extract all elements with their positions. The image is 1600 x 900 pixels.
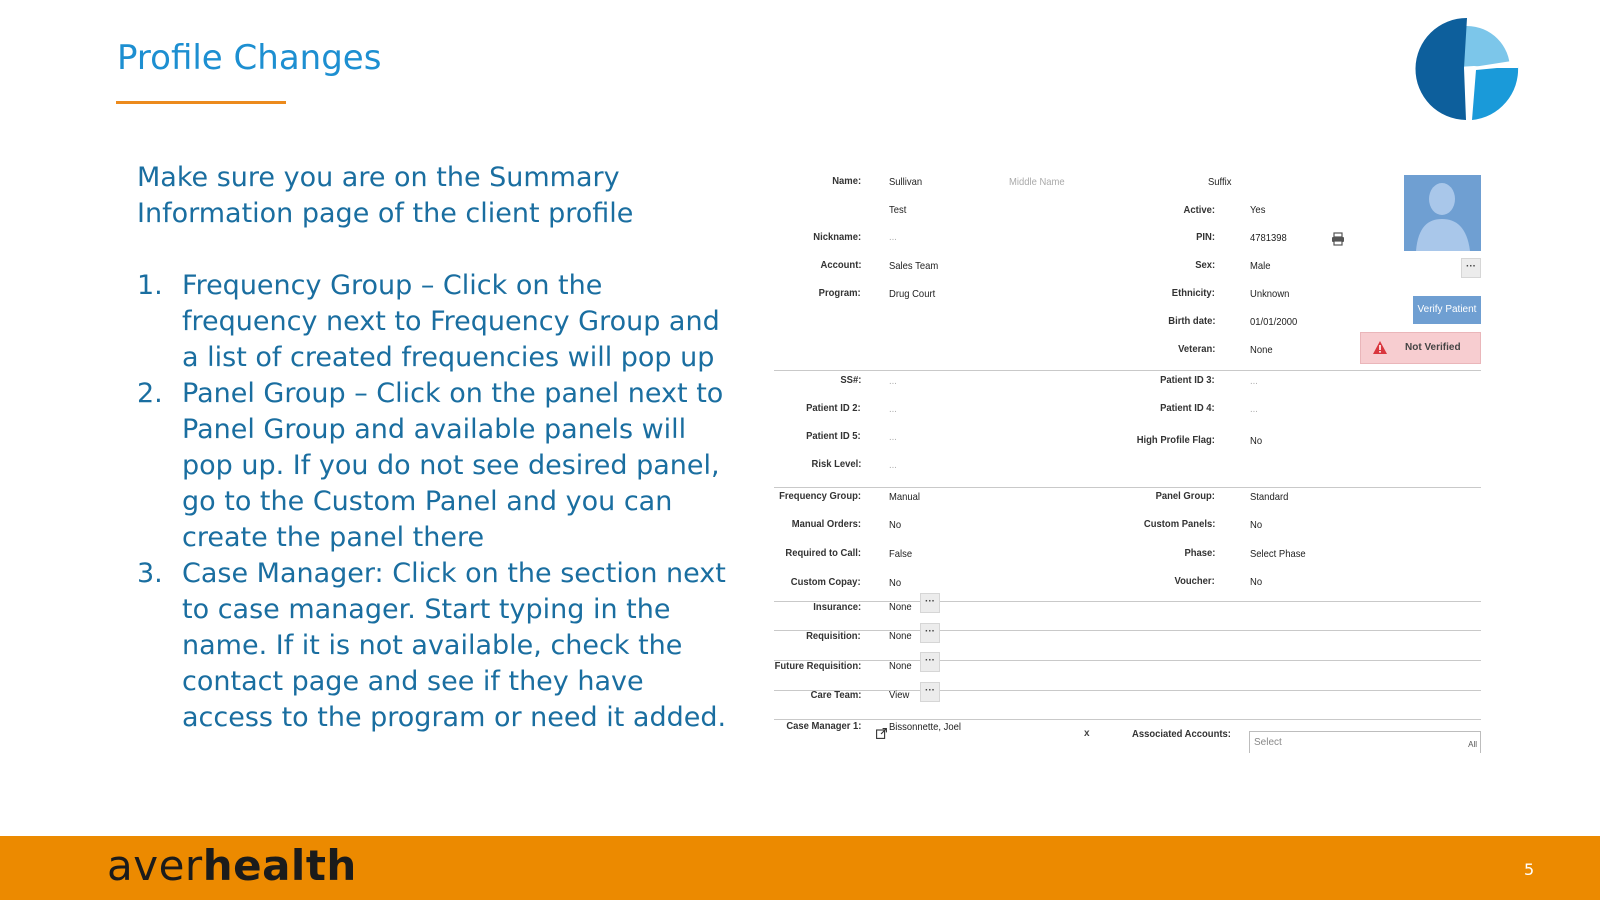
account-label: Account:: [820, 259, 861, 271]
sex-label: Sex:: [1195, 259, 1215, 271]
requisition-value: None: [889, 630, 912, 642]
active-value[interactable]: Yes: [1250, 204, 1266, 216]
panel-group-label: Panel Group:: [1155, 490, 1215, 502]
patient-id4-label: Patient ID 4:: [1160, 402, 1215, 414]
case-manager-value[interactable]: Bissonnette, Joel: [889, 721, 961, 733]
middle-name-field[interactable]: Middle Name: [1009, 176, 1065, 188]
step-text: Frequency Group – Click on the frequency next to Frequency Group and a list of created frequencies will pop up: [182, 270, 720, 373]
warning-icon: [1373, 341, 1387, 354]
risk-level-value[interactable]: ...: [889, 459, 897, 471]
risk-level-label: Risk Level:: [811, 458, 861, 470]
patient-id3-label: Patient ID 3:: [1160, 374, 1215, 386]
manual-orders-label: Manual Orders:: [791, 518, 861, 530]
suffix-field[interactable]: Suffix: [1208, 176, 1232, 188]
divider: [774, 660, 1481, 661]
associated-accounts-placeholder: Select: [1254, 737, 1282, 748]
high-profile-value[interactable]: No: [1250, 435, 1263, 447]
manual-orders-value[interactable]: No: [889, 519, 902, 531]
verify-patient-button[interactable]: Verify Patient: [1413, 296, 1481, 324]
ethnicity-label: Ethnicity:: [1171, 287, 1215, 299]
program-label: Program:: [818, 287, 861, 299]
insurance-label: Insurance:: [813, 601, 861, 613]
printer-icon[interactable]: [1331, 232, 1345, 246]
voucher-label: Voucher:: [1174, 575, 1215, 587]
insurance-value: None: [889, 601, 912, 613]
high-profile-label: High Profile Flag:: [1136, 434, 1215, 446]
frequency-group-label: Frequency Group:: [779, 490, 861, 502]
custom-copay-label: Custom Copay:: [791, 576, 861, 588]
divider: [774, 690, 1481, 691]
frequency-group-value[interactable]: Manual: [889, 491, 921, 503]
divider: [774, 719, 1481, 720]
step-text: Case Manager: Click on the section next to case manager. Start typing in the name. If it is not available, check the contact page and see if they have access to the program or need it added.: [182, 558, 727, 733]
care-team-label: Care Team:: [810, 689, 861, 701]
step-number: 2.: [137, 378, 163, 409]
nickname-value[interactable]: ...: [889, 231, 897, 243]
birthdate-value[interactable]: 01/01/2000: [1250, 316, 1298, 328]
patient-id2-value[interactable]: ...: [889, 403, 897, 415]
last-name-field[interactable]: Sullivan: [889, 176, 923, 188]
step-number: 1.: [137, 270, 163, 301]
brand-bold: health: [202, 841, 357, 890]
ssn-value[interactable]: ...: [889, 375, 897, 387]
step-number: 3.: [137, 558, 163, 589]
name-label: Name:: [832, 175, 861, 187]
page-title: Profile Changes: [117, 38, 382, 78]
brand-light: aver: [107, 841, 203, 890]
requisition-edit-button[interactable]: ···: [920, 623, 940, 643]
care-team-value[interactable]: View: [889, 689, 910, 701]
patient-id2-label: Patient ID 2:: [806, 402, 861, 414]
divider: [774, 630, 1481, 631]
pin-label: PIN:: [1196, 231, 1215, 243]
not-verified-text: Not Verified: [1405, 342, 1461, 353]
sex-value[interactable]: Male: [1250, 260, 1271, 272]
panel-group-value[interactable]: Standard: [1250, 491, 1289, 503]
future-requisition-edit-button[interactable]: ···: [920, 652, 940, 672]
averhealth-logo-icon: [1414, 16, 1520, 122]
nickname-label: Nickname:: [813, 231, 861, 243]
phase-label: Phase:: [1184, 547, 1215, 559]
divider: [774, 601, 1481, 602]
birthdate-label: Birth date:: [1167, 315, 1215, 327]
patient-photo[interactable]: [1404, 175, 1481, 251]
patient-id4-value[interactable]: ...: [1250, 403, 1258, 415]
custom-copay-value[interactable]: No: [889, 577, 902, 589]
associated-accounts-label: Associated Accounts:: [1132, 728, 1231, 740]
averhealth-wordmark: [107, 841, 357, 890]
pin-value: 4781398: [1250, 232, 1287, 244]
future-requisition-value: None: [889, 660, 912, 672]
intro-text: Make sure you are on the Summary Information page of the client profile: [137, 162, 634, 229]
step-text: Panel Group – Click on the panel next to Panel Group and available panels will pop up. If you do not see desired panel, go to the Custom Panel and you can create the panel there: [182, 378, 724, 553]
instruction-step: [137, 376, 727, 556]
divider: [774, 370, 1481, 371]
active-label: Active:: [1183, 204, 1215, 216]
instruction-step: [137, 556, 727, 736]
select-all-option[interactable]: All: [1468, 740, 1477, 749]
ethnicity-value[interactable]: Unknown: [1250, 288, 1290, 300]
case-manager-label: Case Manager 1:: [785, 720, 861, 732]
patient-id5-label: Patient ID 5:: [806, 430, 861, 442]
client-profile-screenshot: [774, 168, 1481, 750]
future-requisition-label: Future Requisition:: [774, 660, 861, 672]
associated-accounts-select[interactable]: [1249, 731, 1481, 753]
account-value[interactable]: Sales Team: [889, 260, 939, 272]
remove-case-manager-button[interactable]: x: [1084, 728, 1090, 739]
external-link-icon[interactable]: [876, 728, 887, 739]
custom-panels-value[interactable]: No: [1250, 519, 1263, 531]
page-number: 5: [1524, 860, 1535, 879]
insurance-edit-button[interactable]: ···: [920, 593, 940, 613]
patient-id3-value[interactable]: ...: [1250, 375, 1258, 387]
not-verified-badge: [1360, 332, 1481, 364]
voucher-value[interactable]: No: [1250, 576, 1263, 588]
instruction-list: [137, 268, 727, 736]
instruction-step: [137, 268, 727, 376]
phase-value[interactable]: Select Phase: [1250, 548, 1306, 560]
avatar-silhouette-icon: [1404, 175, 1481, 251]
veteran-value[interactable]: None: [1250, 344, 1273, 356]
veteran-label: Veteran:: [1177, 343, 1215, 355]
program-value[interactable]: Drug Court: [889, 288, 936, 300]
custom-panels-label: Custom Panels:: [1143, 518, 1215, 530]
required-to-call-label: Required to Call:: [785, 547, 861, 559]
divider: [774, 487, 1481, 488]
requisition-label: Requisition:: [806, 630, 861, 642]
required-to-call-value[interactable]: False: [889, 548, 913, 560]
ssn-label: SS#:: [839, 374, 861, 386]
photo-options-button[interactable]: ···: [1461, 258, 1481, 278]
care-team-edit-button[interactable]: ···: [920, 682, 940, 702]
patient-id5-value[interactable]: ...: [889, 431, 897, 443]
first-name-field[interactable]: Test: [889, 204, 907, 216]
title-underline: [116, 101, 286, 104]
